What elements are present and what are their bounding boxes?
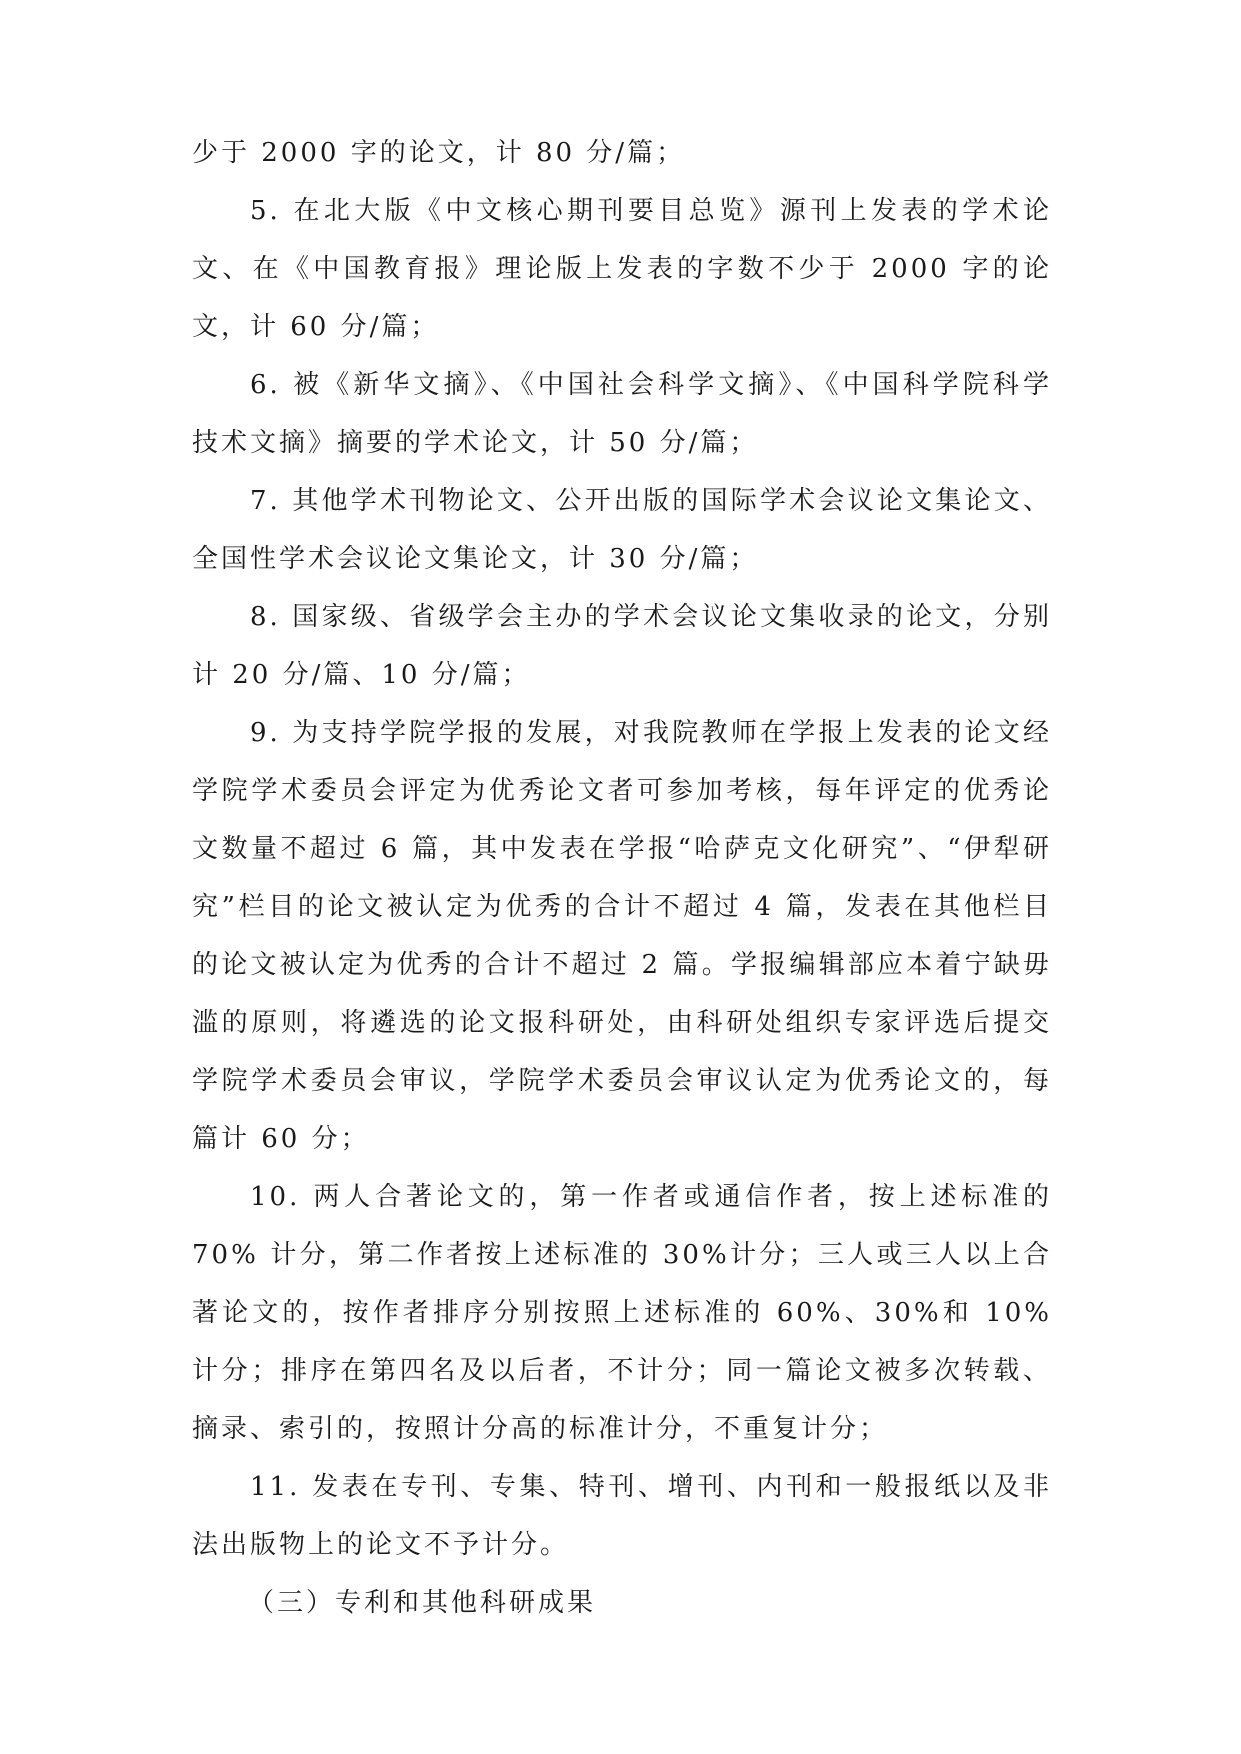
paragraph-item-11: 11. 发表在专刊、专集、特刊、增刊、内刊和一般报纸以及非法出版物上的论文不予计分。 [192,1472,1052,1560]
section-heading: （三）专利和其他科研成果 [248,1588,597,1618]
paragraph-item-9: 9. 为支持学院学报的发展，对我院教师在学报上发表的论文经学院学术委员会评定为优秀论文者可参加考核，每年评定的优秀论文数量不超过 6 篇，其中发表在学报“哈萨克文化研究”、“伊犁研究”栏目的论文被认定为优秀的合计不超过 4 篇，发表在其他栏目的论文被认定为优秀的合计不超过 2 篇。学报编辑部应本着宁缺毋滥的原则，将遴选的论文报科研处，由科研处组织专家评选后提交学院学术委员会审议，学院学术委员会审议认定为优秀论文的，每篇计 60 分； [192,718,1052,1154]
paragraph-item-10: 10. 两人合著论文的，第一作者或通信作者，按上述标准的 70% 计分，第二作者按上述标准的 30%计分；三人或三人以上合著论文的，按作者排序分别按照上述标准的 60%、30%和 10%计分；排序在第四名及以后者，不计分；同一篇论文被多次转载、摘录、索引的，按照计分高的标准计分，不重复计分； [192,1182,1052,1444]
paragraph-item-6: 6. 被《新华文摘》、《中国社会科学文摘》、《中国科学院科学技术文摘》摘要的学术论文，计 50 分/篇； [192,370,1052,458]
paragraph-item-8: 8. 国家级、省级学会主办的学术会议论文集收录的论文，分别计 20 分/篇、10 分/篇； [192,602,1052,690]
document-body [192,124,1052,1632]
paragraph-continuation: 少于 2000 字的论文，计 80 分/篇； [192,138,686,168]
paragraph-item-7: 7. 其他学术刊物论文、公开出版的国际学术会议论文集论文、全国性学术会议论文集论文，计 30 分/篇； [192,486,1052,574]
paragraph-item-5: 5. 在北大版《中文核心期刊要目总览》源刊上发表的学术论文、在《中国教育报》理论版上发表的字数不少于 2000 字的论文，计 60 分/篇； [192,196,1052,342]
